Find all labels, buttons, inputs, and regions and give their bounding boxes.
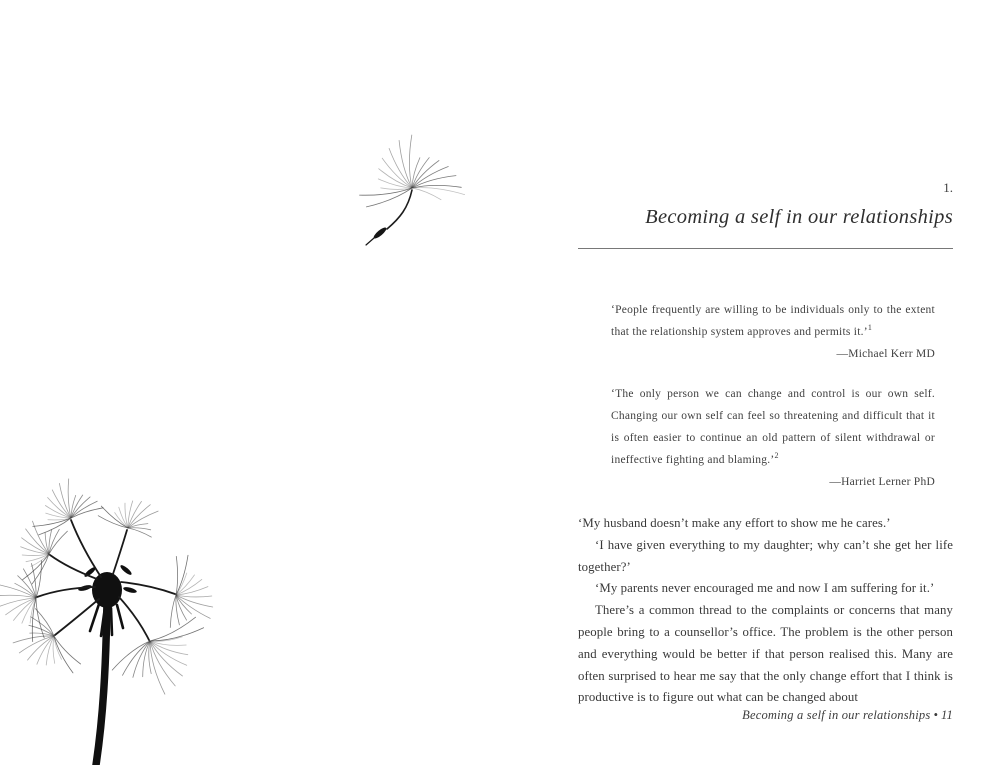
paragraph: ‘My parents never encouraged me and now I am suffering for it.’ <box>595 581 935 596</box>
title-rule <box>578 248 953 249</box>
chapter-title: Becoming a self in our relationships <box>645 206 953 228</box>
footnote-marker-2: 2 <box>774 451 779 461</box>
footer-running-title: Becoming a self in our relationships <box>742 708 931 722</box>
floating-dandelion-seed-illustration <box>330 126 475 271</box>
epigraph-quote: ‘People frequently are willing to be individuals only to the extent that the relationship system approves and permits it.’ <box>611 304 935 338</box>
paragraph: ‘I have given everything to my daughter; why can’t she get her life together?’ <box>578 537 953 574</box>
footnote-marker-1: 1 <box>867 323 873 333</box>
epigraph-lerner <box>611 383 935 493</box>
chapter-number: 1. <box>943 180 953 195</box>
epigraph-quote: ‘The only person we can change and control is our own self. Changing our own self can feel so threatening and difficult that it is often easier to continue an old pattern of silent withdrawal or ineffective fighting and blaming.’ <box>611 388 935 466</box>
epigraph-text <box>611 299 935 343</box>
footer-page-number: 11 <box>941 708 953 722</box>
running-footer <box>578 708 953 723</box>
body-text <box>578 513 953 709</box>
chapter-opening-page <box>578 180 953 709</box>
epigraph-kerr <box>611 299 935 365</box>
epigraph-attribution: —Michael Kerr MD <box>836 348 935 360</box>
paragraph: There’s a common thread to the complaints or concerns that many people bring to a counsellor’s office. The problem is the other person and everything would be better if that person realised this. Many are often surprised to hear me say that the only change effort that I think is productive is to figure out what can be changed about <box>578 603 953 705</box>
footer-separator: • <box>933 708 939 722</box>
epigraph-attribution: —Harriet Lerner PhD <box>829 476 935 488</box>
dandelion-illustration <box>0 468 252 765</box>
paragraph: ‘My husband doesn’t make any effort to show me he cares.’ <box>578 516 891 530</box>
epigraph-text <box>611 383 935 471</box>
